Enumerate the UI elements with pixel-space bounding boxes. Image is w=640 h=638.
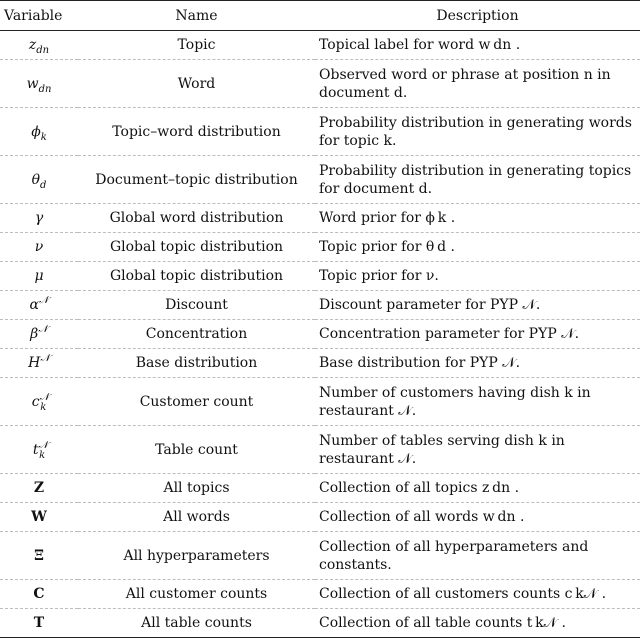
variable-superscript: 𝒩 (38, 439, 49, 451)
variable-base: γ (34, 210, 44, 226)
variable-symbol (0, 378, 78, 426)
variable-symbol (0, 532, 78, 580)
variable-subscript: k (40, 401, 47, 413)
table-row (0, 262, 640, 291)
variable-description: Word prior for ϕ k . (315, 204, 640, 233)
variable-description: Collection of all table counts t k𝒩 . (315, 609, 640, 638)
table-row (0, 609, 640, 638)
variable-name: All words (78, 503, 315, 532)
variable-superscript: 𝒩 (39, 391, 50, 403)
variable-superscript: 𝒩 (38, 324, 48, 335)
variable-base: Ξ (34, 547, 44, 564)
header-description: Description (315, 1, 640, 31)
variable-base: β (30, 326, 39, 342)
variable-superscript: 𝒩 (40, 353, 50, 364)
variable-name: All hyperparameters (78, 532, 315, 580)
variable-description: Observed word or phrase at position n in document d. (315, 60, 640, 108)
table-row (0, 532, 640, 580)
variable-description: Collection of all hyperparameters and constants. (315, 532, 640, 580)
variable-base: z (28, 37, 37, 53)
variable-description: Collection of all topics z dn . (315, 474, 640, 503)
variable-name: Base distribution (78, 349, 315, 378)
table-row (0, 320, 640, 349)
variable-base: w (26, 75, 39, 92)
variable-name: Topic–word distribution (78, 108, 315, 156)
table-row (0, 156, 640, 204)
table-row (0, 291, 640, 320)
variable-base: H (28, 355, 41, 371)
variable-name: Concentration (78, 320, 315, 349)
variable-name: Discount (78, 291, 315, 320)
variable-symbol (0, 156, 78, 204)
variable-superscript: 𝒩 (38, 295, 49, 306)
variable-symbol (0, 349, 78, 378)
variable-name: Topic (78, 31, 315, 60)
variable-description: Collection of all words w dn . (315, 503, 640, 532)
table-row (0, 204, 640, 233)
variable-symbol (0, 233, 78, 262)
header-name: Name (78, 1, 315, 31)
variable-base: t (32, 441, 39, 458)
variable-name: Customer count (78, 378, 315, 426)
variable-description: Concentration parameter for PYP 𝒩. (315, 320, 640, 349)
variable-base: α (29, 297, 39, 313)
variable-base: ν (34, 239, 44, 255)
variable-base: θ (31, 171, 41, 188)
variable-symbol (0, 262, 78, 291)
variable-base: μ (34, 268, 44, 284)
variable-description: Topical label for word w dn . (315, 31, 640, 60)
variable-description: Discount parameter for PYP 𝒩. (315, 291, 640, 320)
variable-symbol (0, 108, 78, 156)
variable-name: Global word distribution (78, 204, 315, 233)
table-row (0, 378, 640, 426)
table-row (0, 349, 640, 378)
variable-base: T (33, 615, 45, 631)
variable-subscript: dn (36, 45, 50, 56)
table-row (0, 31, 640, 60)
variable-name: Global topic distribution (78, 233, 315, 262)
variable-symbol (0, 204, 78, 233)
variable-description: Probability distribution in generating words for topic k. (315, 108, 640, 156)
variable-name: Document–topic distribution (78, 156, 315, 204)
variable-symbol (0, 31, 78, 60)
variable-symbol (0, 60, 78, 108)
variable-subscript: k (40, 131, 47, 143)
table-header (0, 1, 640, 31)
variable-symbol (0, 609, 78, 638)
table-row (0, 503, 640, 532)
variable-symbol (0, 426, 78, 474)
variable-description: Topic prior for ν. (315, 262, 640, 291)
variable-base: C (33, 586, 45, 602)
variable-base: Z (33, 480, 45, 496)
table-row (0, 580, 640, 609)
variable-description: Number of customers having dish k in restaurant 𝒩. (315, 378, 640, 426)
variable-description: Number of tables serving dish k in restaurant 𝒩. (315, 426, 640, 474)
variable-name: Table count (78, 426, 315, 474)
variable-subscript: d (40, 179, 47, 191)
variable-symbol (0, 291, 78, 320)
variable-name: All table counts (78, 609, 315, 638)
variable-symbol (0, 580, 78, 609)
variable-symbol (0, 474, 78, 503)
table-row (0, 233, 640, 262)
variable-name: Word (78, 60, 315, 108)
table-row (0, 474, 640, 503)
table-body (0, 31, 640, 638)
variable-description: Probability distribution in generating topics for document d. (315, 156, 640, 204)
variable-name: Global topic distribution (78, 262, 315, 291)
variable-subscript: dn (38, 83, 52, 95)
variable-description: Topic prior for θ d . (315, 233, 640, 262)
variable-base: c (31, 393, 40, 410)
variable-name: All customer counts (78, 580, 315, 609)
table-row (0, 60, 640, 108)
table-row (0, 108, 640, 156)
variable-base: ϕ (31, 123, 41, 140)
header-variable: Variable (0, 1, 78, 31)
variable-symbol (0, 503, 78, 532)
variable-description: Base distribution for PYP 𝒩. (315, 349, 640, 378)
variable-name: All topics (78, 474, 315, 503)
table-row (0, 426, 640, 474)
variable-base: W (31, 509, 47, 525)
variable-symbol (0, 320, 78, 349)
variable-description: Collection of all customers counts c k𝒩 . (315, 580, 640, 609)
variable-subscript: k (39, 449, 46, 461)
